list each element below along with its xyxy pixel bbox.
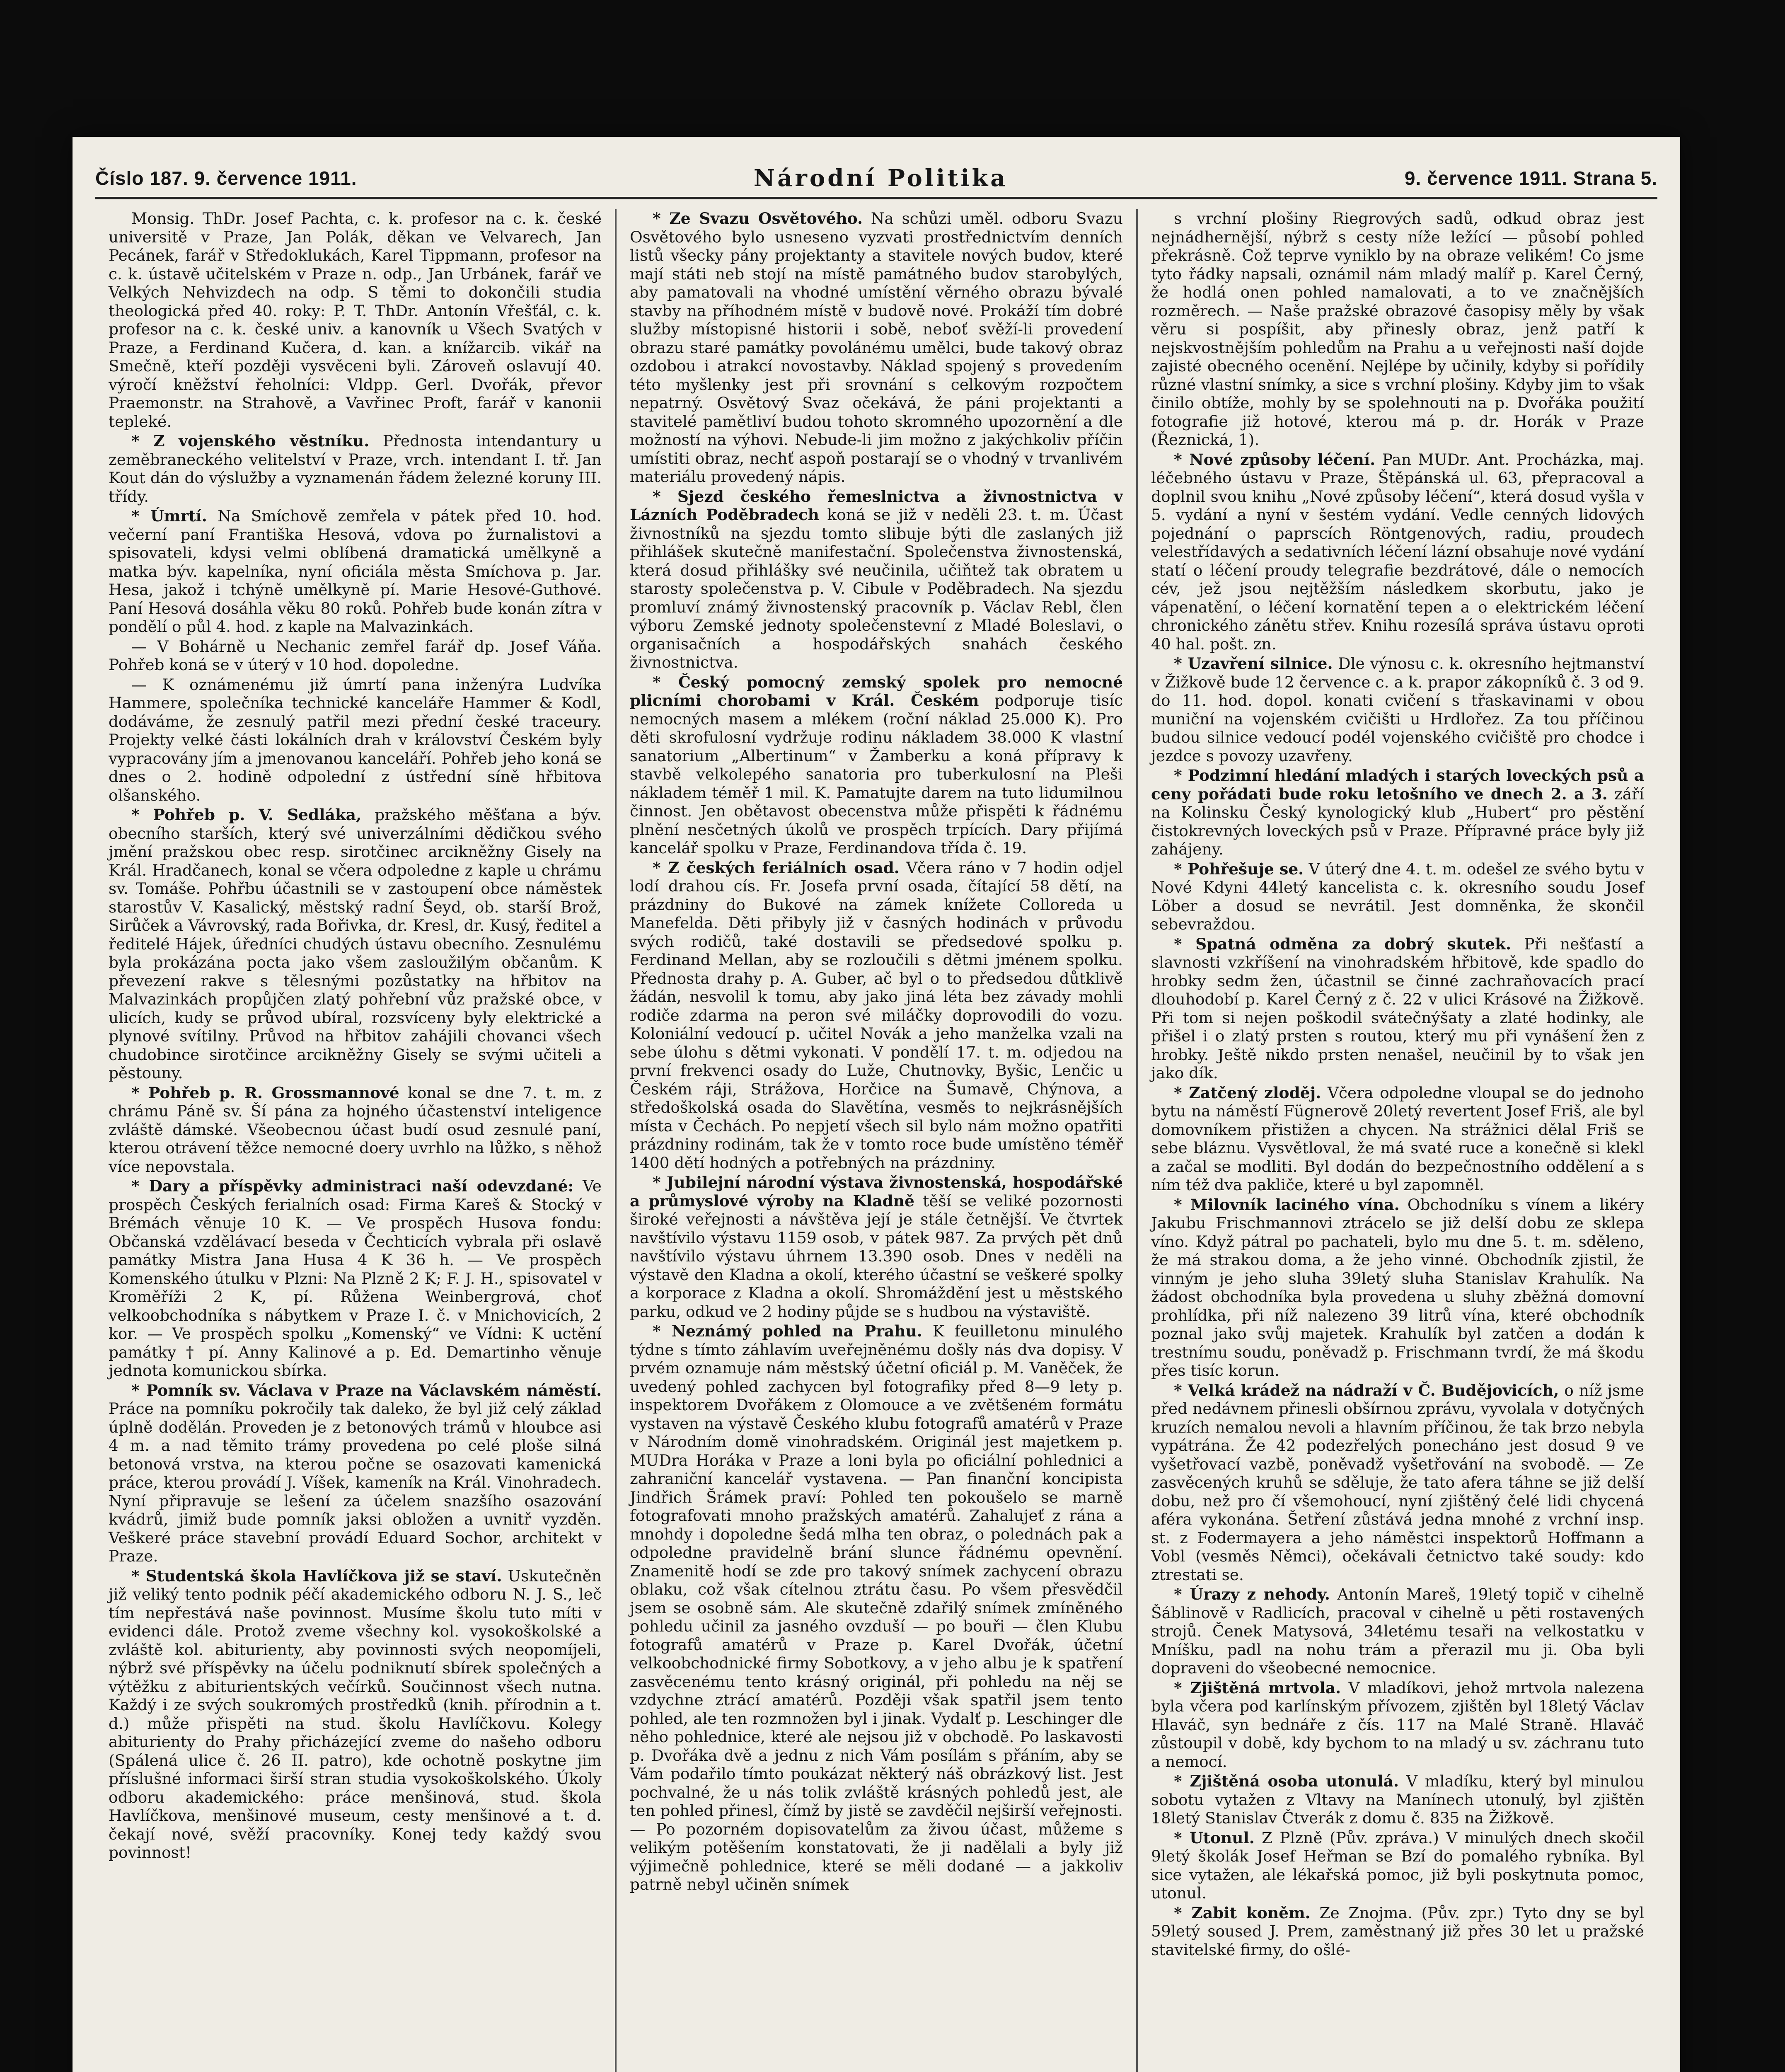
article-body-text: V úterý dne 4. t. m. odešel ze svého bytu v Nové Kdyni 44letý kancelista c. k. okresního soudu Josef Löber a dosud se nevrátil. Jest domněnka, že skončil sebevraždou. xyxy=(1151,859,1645,933)
article-body-text: koná se již v neděli 23. t. m. Účast živnostníků na sjezdu tomto slibuje býti dle zaslaných již přihlášek skutečně manifestační. Společenstva živnostenská, která dosud přihlášky své neučinila, učiňtež tak obratem u starosty společenstva p. V. Cibule v Poděbradech. Na sjezdu promluví známý živnostenský pracovník p. Václav Rebl, člen výboru Zemské jednoty společenstevní z Mladé Boleslavi, o organisačních a hospodářských snahách českého živnostnictva. xyxy=(630,506,1123,671)
article-headline: * Sjezd českého řemeslnictva a živnostnictva v Lázních Poděbradech xyxy=(630,487,1123,524)
article-headline: * Pohřeb p. V. Sedláka, xyxy=(131,806,362,824)
article-paragraph xyxy=(109,1084,602,1176)
column-1 xyxy=(95,209,617,2072)
article-body-text: V mladíku, který byl minulou sobotu vytažen z Vltavy na Manínech utonulý, byl zjištěn 18letý Stanislav Čtverák z domu č. 835 na Žižkově. xyxy=(1151,1772,1645,1827)
article-paragraph xyxy=(109,1381,602,1566)
article-headline: * Pohřeb p. R. Grossmannové xyxy=(131,1083,399,1102)
article-paragraph xyxy=(1151,1679,1644,1771)
article-paragraph xyxy=(109,1567,602,1862)
article-headline: * Neznámý pohled na Prahu. xyxy=(653,1322,922,1340)
article-headline: * Zjištěná mrtvola. xyxy=(1174,1678,1341,1697)
article-headline: * Pohřešuje se. xyxy=(1174,859,1304,878)
article-headline: * Zatčený zloděj. xyxy=(1174,1083,1321,1102)
article-headline: * Studentská škola Havlíčkova již se staví. xyxy=(131,1566,502,1585)
article-body-text: Obchodníku s vínem a likéry Jakubu Frischmannovi ztrácelo se již delší dobu ze sklepa víno. Když pátral po pachateli, bylo mu dne 5. t. m. sděleno, že má strakou doma, a že jeho vinné. Obchodník zjistil, že vinným je jeho sluha 39letý sluha Stanislav Krahulík. Na žádost obchodníka byla provedena u sluhy zběžná domovní prohlídka, při níž nalezeno 39 litrů vína, které obchodník poznal jako svůj majetek. Krahulík byl zatčen a dodán k trestnímu soudu, poněvadž p. Frischmann tvrdí, že má škodu přes tisíc korun. xyxy=(1151,1195,1645,1380)
article-paragraph xyxy=(109,209,602,431)
article-headline: * Jubilejní národní výstava živnostenská, hospodářské a průmyslové výroby na Kladně xyxy=(630,1173,1123,1210)
article-body-text: Na Smíchově zemřela v pátek před 10. hod. večerní paní Františka Hesová, vdova po žurnalistovi a spisovateli, kdysi velmi oblíbená dramatická umělkyně a matka býv. kapelníka, nyní oficiála města Smíchova p. Jar. Hesa, jakož i tchýně umělkyně pí. Marie Hesové-Guthové. Paní Hesová dosáhla věku 80 roků. Pohřeb bude konán zítra v pondělí o půl 4. hod. z kaple na Malvazinkách. xyxy=(109,507,602,636)
article-paragraph xyxy=(1151,1084,1644,1194)
article-headline: * Ze Svazu Osvětového. xyxy=(653,209,863,228)
article-headline: * Úrazy z nehody. xyxy=(1174,1585,1330,1603)
article-body-text: Práce na pomníku pokročily tak daleko, že byl již celý základ úplně dodělán. Proveden je z betonových trámů v hloubce asi 4 m. a nad těmito trámy provedena po celé ploše silná betonová vrstva, na kterou počne se osazovati kamenická práce, kterou provádí J. Víšek, kameník na Král. Vinohradech. Nyní připravuje se lešení za účelem snazšího osazování kvádrů, jimiž bude pomník jaksi obložen a uvnitř vyzděn. Veškeré práce stavební provádí Eduard Sochor, architekt v Praze. xyxy=(109,1399,602,1565)
article-paragraph xyxy=(109,432,602,506)
article-headline: * Spatná odměna za dobrý skutek. xyxy=(1174,934,1512,953)
article-body-text: Uskutečněn již veliký tento podnik péčí akademického odboru N. J. S., leč tím nepřestává naše povinnost. Musíme školu tuto míti v evidenci dále. Protož zveme všechny kol. vysokoškolské a zvláště kol. abiturienty, aby povinnosti svých neopomíjeli, nýbrž své příspěvky na účelu podniknutí sbírek společných a výtěžku z abiturientských večírků. Součinnost všech nutna. Každý i ze svých soukromých prostředků (knih. přírodnin a t. d.) může přispěti na stud. školu Havlíčkovu. Kolegy abiturienty do Prahy přicházející zveme do našeho odboru (Spálená ulice č. 26 II. patro), kde ochotně poskytne jim příslušné informaci širší stran studia vysokoškolského. Úkoly odboru akademického: práce menšinová, stud. škola Havlíčkova, menšinové museum, cesty menšinové a t. d. čekají nové, svěží pracovníky. Konej tedy každý svou povinnost! xyxy=(109,1566,602,1861)
article-paragraph xyxy=(109,806,602,1082)
article-paragraph xyxy=(630,673,1123,857)
article-headline: * Utonul. xyxy=(1174,1828,1255,1847)
article-body-text: Ze Znojma. (Pův. zpr.) Tyto dny se byl 59letý soused J. Prem, zaměstnaný již přes 30 let u pražské stavitelské firmy, do ošlé- xyxy=(1151,1903,1644,1959)
article-body-text: V mladíkovi, jehož mrtvola nalezena byla včera pod karlínským přívozem, zjištěn byl 18letý Václav Hlaváč, syn bednáře z čís. 117 na Malé Straně. Hlaváč zůstoupil v době, kdy bychom to na mladý u sv. záchranu tuto a nemocí. xyxy=(1151,1678,1644,1771)
article-body-text: září na Kolinsku Český kynologický klub „Hubert“ pro pěstění čistokrevných loveckých psů v Praze. Přípravné práce byly již zahájeny. xyxy=(1151,784,1644,858)
article-body-text: Ve prospěch Českých ferialních osad: Firma Kareš & Stocký v Brémách věnuje 10 K. — Ve prospěch Husova fondu: Občanská vzdělávací beseda v Čechticích vybrala při oslavě památky Mistra Jana Husa 4 K 36 h. — Ve prospěch Komenského útulku v Plzni: Na Plzně 2 K; F. J. H., spisovatel v Kroměříži 2 K, pí. Růžena Weinbergrová, choť velkoobchodníka s nábytkem v Praze I. č. v Mnichovicích, 2 kor. — Ve prospěch spolku „Komenský“ ve Vídni: K uctění památky † pí. Anny Kalinové a p. Ed. Demartinho věnuje jednota komunickou sbírka. xyxy=(109,1177,602,1380)
article-paragraph xyxy=(630,209,1123,486)
article-paragraph xyxy=(109,1177,602,1380)
article-headline: * Úmrtí. xyxy=(131,507,207,525)
article-headline: * Milovník laciného vína. xyxy=(1174,1195,1400,1214)
article-body-text: podporuje tisíc nemocných masem a mlékem (roční náklad 25.000 K). Pro děti skrofulosní vydržuje rodinu nákladem 38.000 K vlastní sanatorium „Albertinum“ v Žamberku a koná přípravy k stavbě velkolepého sanatoria pro tuberkulosní na Pleši nákladem téměř 1 mil. K. Pamatujte darem na tuto lidumilnou činnost. Jen obětavost obecenstva může přispěti k řádnému plnění nesčetných úkolů ve prospěch trpících. Dary přijímá kancelář spolku v Praze, Ferdinandova třída č. 19. xyxy=(630,691,1123,857)
article-paragraph xyxy=(1151,1196,1644,1380)
article-body-text: Včera ráno v 7 hodin odjel lodí drahou cís. Fr. Josefa první osada, čítající 58 dětí, na prázdniny do Bukové na zámek knížete Colloreda u Manefelda. Děti přibyly již v časných hodinách v průvodu svých rodičů, také dostavili se předsedové spolku p. Ferdinand Mellan, aby se rozloučili s dětmi jménem spolku. Přednosta drahy p. A. Guber, ač byl o to předsedou důtklivě žádán, nesvolil k tomu, aby jako jiná léta bez závady mohli rodiče zdarma na peron své miláčky doprovodili do vozu. Koloniální vedoucí p. učitel Novák a jeho manželka vzali na sebe úlohu s dětmi vykonati. V pondělí 17. t. m. odjedou na první frekvenci osady do Luže, Chutnovky, Byšic, Lenčic u Českém ráji, Strážova, Horčice na Šumavě, Chýnova, a středoškolská osada do Slavětína, vesměs to nejkrásnějších místa v Čechách. Po nepjetí všech sil bylo nám možno opatřiti prázdniny rodinám, tak že v tomto roce bude umístěno téměř 1400 dětí hodných a potřebných na prázdniny. xyxy=(630,858,1123,1172)
article-headline: * Velká krádež na nádraží v Č. Budějovicích, xyxy=(1174,1381,1559,1399)
article-body-text: Přednosta intendantury u zeměbraneckého velitelství v Praze, vrch. intendant I. tř. Jan Kout dán do výslužby a vyznamenán řádem železné koruny III. třídy. xyxy=(109,432,602,506)
article-paragraph xyxy=(1151,860,1644,934)
column-3 xyxy=(1138,209,1657,2072)
article-body-text: Na schůzi uměl. odboru Svazu Osvětového bylo usneseno vyzvati prostřednictvím denních listů všecky pány projektanty a stavitele nových budov, které mají státi neb stojí na místě památného budov starobylých, aby pamatovali na vhodné umístění věrného obrazu bývalé stavby na příhodném místě v budově nové. Prokáží tím dobré služby místopisné historii i sobě, neboť svěží-li provedení obrazu staré památky povolánému umělci, bude takový obraz ozdobou i atrakcí novostavby. Náklad spojený s provedením této myšlenky jest při srovnání s celkovým rozpočtem nepatrný. Osvětový Svaz očekává, že páni projektanti a stavitelé pamětliví budou tohoto skromného upozornění a dle možností na výhovi. Nebude-li jim možno z jakýchkoliv příčin umístiti obraz, nechť aspoň postarají se o vhodný v trvanlivém materiálu provedený nápis. xyxy=(630,209,1123,486)
article-headline: * Pomník sv. Václava v Praze na Václavském náměstí. xyxy=(131,1381,602,1399)
article-headline: * Zabit koněm. xyxy=(1174,1903,1311,1922)
article-columns xyxy=(95,209,1657,2072)
article-paragraph xyxy=(109,637,602,674)
article-headline: * Nové způsoby léčení. xyxy=(1174,450,1376,469)
article-paragraph xyxy=(630,1322,1123,1894)
article-paragraph xyxy=(1151,654,1644,765)
newspaper-page xyxy=(73,137,1680,2072)
article-body-text: Z Plzně (Pův. zpráva.) V minulých dnech skočil 9letý školák Josef Heřman se Bzí do pomalého rybníka. Byl sice vytažen, ale lékařská pomoc, již byli poskytnuta pomoc, utonul. xyxy=(1151,1828,1645,1902)
issue-number-date: Číslo 187. 9. července 1911. xyxy=(95,167,357,189)
article-paragraph xyxy=(1151,209,1644,449)
article-paragraph xyxy=(1151,1904,1644,1959)
article-paragraph xyxy=(1151,1829,1644,1903)
page-header xyxy=(95,160,1657,199)
article-body-text: — V Bohárně u Nechanic zemřel farář dp. Josef Váňa. Pohřeb koná se v úterý v 10 hod. dopoledne. xyxy=(109,637,602,674)
article-paragraph xyxy=(630,859,1123,1172)
article-body-text: Monsig. ThDr. Josef Pachta, c. k. profesor na c. k. české universitě v Praze, Jan Polák, děkan ve Velvarech, Jan Pecánek, farář v Středoklukách, Karel Tippmann, profesor na c. k. ústavě učitelském v Praze n. odp., Jan Urbánek, farář ve Velkých Nehvizdech na odp. S těmi to dokončili studia theologická před 40. roky: P. T. ThDr. Antonín Vřešťál, c. k. profesor na c. k. české univ. a kanovník u Všech Svatých v Praze, a Ferdinand Kučera, d. kan. a knížarcib. vikář na Smečně, kteří později vysvěceni byli. Zároveň oslavují 40. výročí kněžství řeholníci: Vldpp. Gerl. Dvořák, převor Praemonstr. na Strahově, a Vavřinec Proft, farář v kanonii tepleké. xyxy=(109,209,602,431)
article-headline: * Z českých feriálních osad. xyxy=(653,858,900,877)
date-page-number: 9. července 1911. Strana 5. xyxy=(1404,167,1657,189)
article-headline: * Z vojenského věstníku. xyxy=(131,432,370,450)
article-headline: * Dary a příspěvky administraci naší odevzdané: xyxy=(131,1177,574,1195)
article-body-text: těší se veliké pozornosti široké veřejnosti a návštěva její je stále četnější. Ve čtvrtek navštívilo výstavu 1159 osob, v pátek 987. Za prvých pět dnů navštívilo výstavu úhrnem 13.390 osob. Dnes v neděli na výstavě den Kladna a okolí, kterého účastní se veškeré spolky a korporace z Kladna a okolí. Shromáždění jest u městského parku, odkud ve 2 hodiny půjde se s hudbou na výstaviště. xyxy=(630,1191,1123,1321)
article-body-text: Včera odpoledne vloupal se do jednoho bytu na náměstí Fügnerově 20letý revertent Josef Friš, ale byl domovníkem přistižen a chycen. Na strážnici dělal Friš se sebe bláznu. Vysvětloval, že má svaté ruce a konečně si klekl a začal se modliti. Byl dodán do bezpečnostního oddělení a s ním též dva pakliče, které u byl zapomněl. xyxy=(1151,1083,1644,1194)
article-body-text: Při nešťastí a slavnosti vzkříšení na vinohradském hřbitově, kde spadlo do hrobky sedm žen, účastnil se činné zachraňovacích prací dlouhodobí p. Karel Černý z č. 22 v ulici Krásové na Žižkově. Při tom si nejen poškodil svátečnýšaty a zlaté hodinky, ale přišel i o zlatý prsten s routou, který mu při vynášení žen z hrobky. Ještě nikdo prsten nenašel, neučinil by to však jen jako dík. xyxy=(1151,934,1645,1082)
article-body-text: s vrchní plošiny Riegrových sadů, odkud obraz jest nejnádhernější, nýbrž s cesty níže ležící — působí pohled překrásně. Což teprve vyniklo by na obraze velikém! Co jsme tyto řádky napsali, oznámil nám mladý malíř p. Karel Černý, že hodlá onen pohled namalovati, a to ve značnějších rozměrech. — Naše pražské obrazové časopisy měly by však věru si pospíšit, aby přinesly obraz, jenž patří k nejskvostnějším pohledům na Prahu a u veřejnosti naší dojde zajisté obecného ocenění. Nejlépe by učinily, kdyby si pořídily různé vlastní snímky, a sice s vrchní plošiny. Kdyby jim to však činilo obtíže, mohly by se spolehnouti na p. Dvořáka použití fotografie již hotové, kterou má p. dr. Horák v Praze (Řeznická, 1). xyxy=(1151,209,1644,449)
article-body-text: pražského měšťana a býv. obecního starších, který své univerzálními dědičkou svého jmění pražskou obec resp. sirotčinec arcikněžny Gisely na Král. Hradčanech, konal se včera odpoledne z kaple u chrámu sv. Tomáše. Pohřbu účastnili se v zastoupení obce náměstek starostův V. Kasalický, městský radní Šeyd, ob. starší Brož, Sirůček a Vávrovský, rada Bořivka, dr. Kresl, dr. Kusý, ředitel a ředitelé Hájek, úředníci chudých ústavu obecního. Zesnulému byla prokázána pocta jako všem zasloužilým občanům. K převezení rakve s tělesnými pozůstatky na hřbitov na Malvazinkách propůjčen zlatý pohřební vůz pražské obce, v ulicích, kudy se průvod ubíral, rozsvíceny byly elektrické a plynové svítilny. Průvod na hřbitov zahájili chovanci všech chudobince sirotčince arcikněžny Gisely se svými učiteli a pěstouny. xyxy=(109,806,602,1082)
article-body-text: Antonín Mareš, 19letý topič v cihelně Šáblinově v Radlicích, pracoval v cihelně u pěti rostavených strojů. Čenek Matysová, 34letému tesaři na velkostatku v Mníšku, padl na nohu trám a přerazil mu ji. Oba byli dopraveni do všeobecné nemocnice. xyxy=(1151,1585,1645,1677)
article-paragraph xyxy=(109,675,602,805)
article-body-text: Pan MUDr. Ant. Procházka, maj. léčebného ústavu v Praze, Štěpánská ul. 63, přepracoval a doplnil svou knihu „Nové způsoby léčení“, která dosud vyšla v 5. vydání a nyní v šestém vydání. Vedle cenných lidových pojednání o paprscích Röntgenových, radiu, proudech velestřídavých a sedativních léčení lázní obsahuje nové vydání statí o léčení proudy telegrafie bezdrátové, dále o nemocích cév, jež jsou nejtěžším následkem skorbutu, jako je vápenatění, o léčení kornatění tepen a o elektrickém léčení chronického zánětu střev. Knihu rozesílá správa ústavu oproti 40 hal. pošt. zn. xyxy=(1151,450,1644,653)
article-paragraph xyxy=(1151,766,1644,859)
article-body-text: K feuilletonu minulého týdne s tímto záhlavím uveřejněnému došly nás dva dopisy. V prvém oznamuje nám městský účetní oficiál p. M. Vaněček, že uvedený pohled zachycen byl fotografiky před 8—9 lety p. inspektorem Dvořákem z Olomouce a ve zvětšeném formátu vystaven na výstavě Českého klubu fotografů amatérů v Praze v Národním domě vinohradském. Originál jest majetkem p. MUDra Horáka v Praze a loni byla po oficiální pohlednici a zahraniční kancelář vystavena. — Pan finanční koncipista Jindřich Šrámek praví: Pohled ten pokoušelo se marně fotografovati mnoho pražských amatérů. Zahalujeť z rána a mnohdy i dopoledne šedá mlha ten obraz, o polednách pak a odpoledne pravidelně brání slunce řádnému opevnění. Znamenitě hodí se zde pro takový snímek zachycení obrazu oblaku, což však cítelnou ztrátu času. Po všem přesvědčil jsem se osobně sám. Ale skutečně zdařilý snímek zmíněného pohledu učinil za jasného ovzduší — po bouři — člen Klubu fotografů amatérů v Praze p. Karel Dvořák, účetní velkoobchodnické firmy Sobotkovy, a v jeho albu je k spatření zasvěcenému tento krásný originál, při pohledu na něj se vzdychne ztrácí amatérů. Později však spatřil jsem tento pohled, ale ten rozmnožen byl i jinak. Vydalť p. Leschinger dle něho pohlednice, které ale nejsou již v obchodě. Po laskavosti p. Dvořáka dvě a jednu z nich Vám posílám s přáním, aby se Vám podařilo tímto poukázat některý náš obrázkový list. Jest pochvalné, že u nás tolik zvláště krásných pohledů jest, ale ten pohled přinesl, čímž by jistě se zavděčil nejširší veřejnosti. — Po pozorném dopisovatelům za živou účast, můžeme s velikým potěšením konstatovati, že ji nadělali a byly již výjimečně pohlednice, které se měli dodané — a jakkoliv patrně nebyl učiněn snímek xyxy=(630,1322,1123,1893)
article-paragraph xyxy=(1151,1772,1644,1828)
article-headline: * Český pomocný zemský spolek pro nemocné plicními chorobami v Král. Českém xyxy=(630,673,1123,709)
article-headline: * Uzavření silnice. xyxy=(1174,654,1333,673)
article-paragraph xyxy=(630,487,1123,672)
article-paragraph xyxy=(1151,450,1644,654)
article-body-text: Dle výnosu c. k. okresního hejtmanství v Žižkově bude 12 července c. a k. prapor zákopníků č. 3 od 9. do 11. hod. dopol. konati cvičení s třaskavinami v obou muniční na vojenském cvičišti u Hrdlořez. Za tou příčinou budou silnice vedoucí podél vojenského cvičiště pro chodce i jezdce s povozy uzavřeny. xyxy=(1151,654,1645,765)
article-paragraph xyxy=(109,507,602,636)
article-body-text: konal se dne 7. t. m. z chrámu Páně sv. Ší pána za hojného účastenství inteligence zvláště dámské. Všeobecnou účast budí osud zesnulé paní, kterou otrávení těžce nemocné doery uvrhlo na lůžko, s něhož více nepovstala. xyxy=(109,1083,602,1176)
article-paragraph xyxy=(1151,1585,1644,1677)
column-2 xyxy=(617,209,1138,2072)
article-headline: * Zjištěná osoba utonulá. xyxy=(1174,1772,1399,1790)
article-paragraph xyxy=(1151,1381,1644,1584)
newspaper-title: Národní Politika xyxy=(753,165,1008,192)
article-paragraph xyxy=(1151,935,1644,1082)
article-body-text: — K oznámenému již úmrtí pana inženýra Ludvíka Hammere, společníka technické kanceláře Hammer & Kodl, dodáváme, že zesnulý patřil mezi přední české traceury. Projekty velké části lokálních drah v království Českém byly vypracovány jím a jmenovanou kanceláří. Pohřeb jeho koná se dnes o 2. hodině odpolední z ústřední síně hřbitova olšanského. xyxy=(109,675,602,804)
article-body-text: o níž jsme před nedávnem přinesli obšírnou zprávu, vyvolala v dotyčných kruzích nemalou nevoli a hlavním příčinou, že tak brzo nebyla vypátrána. Že 42 podezřelých ponecháno jest dosud 9 ve vyšetřovací vazbě, poněvadž vyšetřování na svobodě. — Ze zasvěcených kruhů se sděluje, že tato afera táhne se již delší dobu, než pro čí všemohoucí, nyní zjištěný čelé lidi chycená aféra vykonána. Šetření zůstává jedna mnohé z vrchní insp. st. z Fodermayera a jeho náměstci inspektorů Hoffmann a Vobl (vesměs Němci), očekávali četnictvo také soudy: kdo ztrestati se. xyxy=(1151,1381,1645,1584)
article-paragraph xyxy=(630,1173,1123,1321)
article-headline: * Podzimní hledání mladých i starých lovecký́ch psů a ceny pořádati bude roku letošního ve dnech 2. a 3. xyxy=(1151,766,1644,803)
